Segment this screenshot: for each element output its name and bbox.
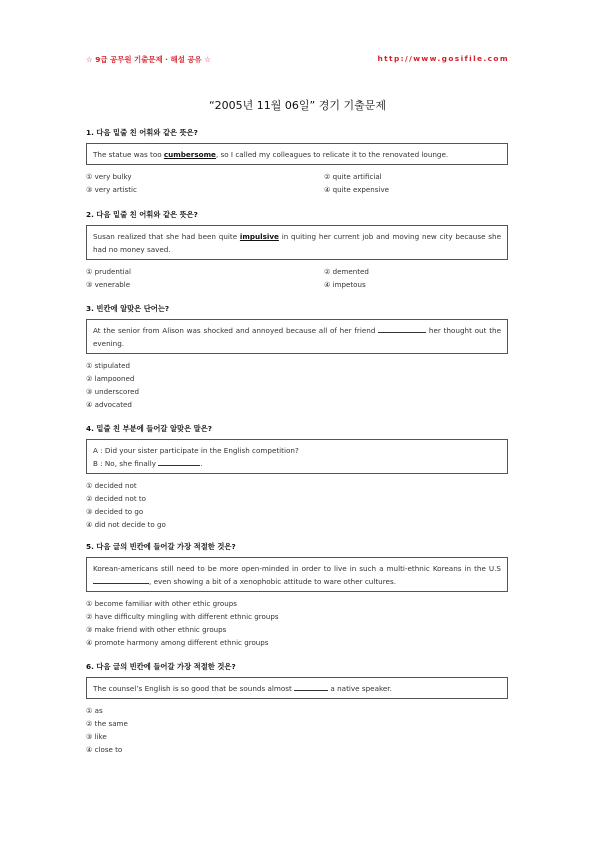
- option-1[interactable]: ① prudential: [86, 267, 131, 276]
- option-3[interactable]: ③ make friend with other ethnic groups: [86, 625, 227, 634]
- question-5-passage: [86, 557, 508, 592]
- question-4: [86, 424, 508, 530]
- dialogue-text: B : No, she finally: [93, 459, 159, 468]
- answer-blank: [378, 324, 426, 333]
- question-1-heading: 1. 다음 밑줄 친 어휘와 같은 뜻은?: [86, 128, 198, 137]
- exam-title: “2005년 11월 06일” 경기 기출문제: [208, 99, 386, 112]
- question-4-dialogue: [86, 439, 508, 474]
- question-1-passage: [86, 143, 508, 165]
- answer-blank: [158, 457, 203, 468]
- option-1[interactable]: ① decided not: [86, 481, 137, 490]
- option-2[interactable]: ② demented: [324, 267, 369, 276]
- option-4[interactable]: ④ did not decide to go: [86, 520, 166, 529]
- option-4[interactable]: ④ close to: [86, 745, 123, 754]
- passage-text: her thought out the evening.: [93, 326, 501, 348]
- option-1[interactable]: ① become familiar with other ethic groups: [86, 599, 237, 608]
- option-4[interactable]: ④ quite expensive: [324, 185, 390, 194]
- passage-text: Susan realized that she had been quite: [93, 232, 240, 241]
- question-1: [86, 128, 508, 195]
- passage-text: At the senior from Alison was shocked and annoyed because all of her friend: [93, 326, 379, 335]
- passage-text: The counsel’s English is so good that be sounds almost: [93, 684, 295, 693]
- option-4[interactable]: ④ promote harmony among different ethnic groups: [86, 638, 269, 647]
- question-3: [86, 304, 508, 410]
- page-header: [86, 54, 509, 66]
- question-3-heading: 3. 빈칸에 알맞은 단어는?: [86, 304, 170, 313]
- dialogue-line-a: A : Did your sister participate in the English competition?: [93, 446, 299, 455]
- underlined-word: cumbersome: [163, 150, 216, 159]
- question-6-options: [86, 705, 508, 755]
- question-3-passage: [86, 319, 508, 354]
- question-6-passage: [86, 677, 508, 699]
- option-1[interactable]: ① stipulated: [86, 361, 131, 370]
- question-3-options: [86, 360, 508, 410]
- header-site-banner: ☆ 9급 공무원 기출문제 · 해설 공유 ☆: [86, 55, 211, 64]
- option-1[interactable]: ① very bulky: [86, 172, 132, 181]
- option-2[interactable]: ② have difficulty mingling with different ethnic groups: [86, 612, 279, 621]
- question-6: [86, 662, 508, 755]
- option-2[interactable]: ② the same: [86, 719, 128, 728]
- passage-text: a native speaker.: [328, 684, 392, 693]
- answer-blank: [294, 682, 328, 691]
- question-5: [86, 542, 508, 648]
- option-4[interactable]: ④ impetous: [324, 280, 366, 289]
- question-6-heading: 6. 다음 글의 빈칸에 들어갈 가장 적절한 것은?: [86, 662, 236, 671]
- question-2-passage: [86, 225, 508, 260]
- question-5-options: [86, 598, 508, 648]
- question-4-heading: 4. 밑줄 친 부분에 들어갈 알맞은 말은?: [86, 424, 213, 433]
- passage-text: , so I called my colleagues to relicate it to the renovated lounge.: [215, 150, 449, 159]
- header-url-link[interactable]: http://www.gosifile.com: [377, 54, 509, 63]
- answer-blank: [93, 575, 149, 584]
- option-1[interactable]: ① as: [86, 706, 103, 715]
- option-3[interactable]: ③ decided to go: [86, 507, 144, 516]
- question-2: [86, 210, 508, 290]
- question-5-heading: 5. 다음 글의 빈칸에 들어갈 가장 적절한 것은?: [86, 542, 236, 551]
- dialogue-line-b: [93, 457, 501, 470]
- question-2-heading: 2. 다음 밑줄 친 어휘와 같은 뜻은?: [86, 210, 198, 219]
- option-2[interactable]: ② decided not to: [86, 494, 146, 503]
- option-3[interactable]: ③ venerable: [86, 280, 131, 289]
- option-3[interactable]: ③ underscored: [86, 387, 139, 396]
- passage-text: in quiting her current job and moving new city because she had no money saved.: [93, 232, 502, 254]
- passage-text: Korean-americans still need to be more open-minded in order to live in such a multi-ethnic Koreans in the U.S: [93, 564, 501, 573]
- underlined-word: impulsive: [239, 232, 279, 241]
- passage-text: , even showing a bit of a xenophobic attitude to ware other cultures.: [149, 577, 396, 586]
- question-1-options: [86, 171, 508, 195]
- option-3[interactable]: ③ like: [86, 732, 107, 741]
- question-2-options: [86, 266, 508, 290]
- dialogue-text: .: [200, 459, 203, 468]
- option-2[interactable]: ② quite artificial: [324, 172, 382, 181]
- option-3[interactable]: ③ very artistic: [86, 185, 137, 194]
- option-4[interactable]: ④ advocated: [86, 400, 132, 409]
- question-4-options: [86, 480, 508, 530]
- option-2[interactable]: ② lampooned: [86, 374, 135, 383]
- passage-text: The statue was too: [93, 150, 164, 159]
